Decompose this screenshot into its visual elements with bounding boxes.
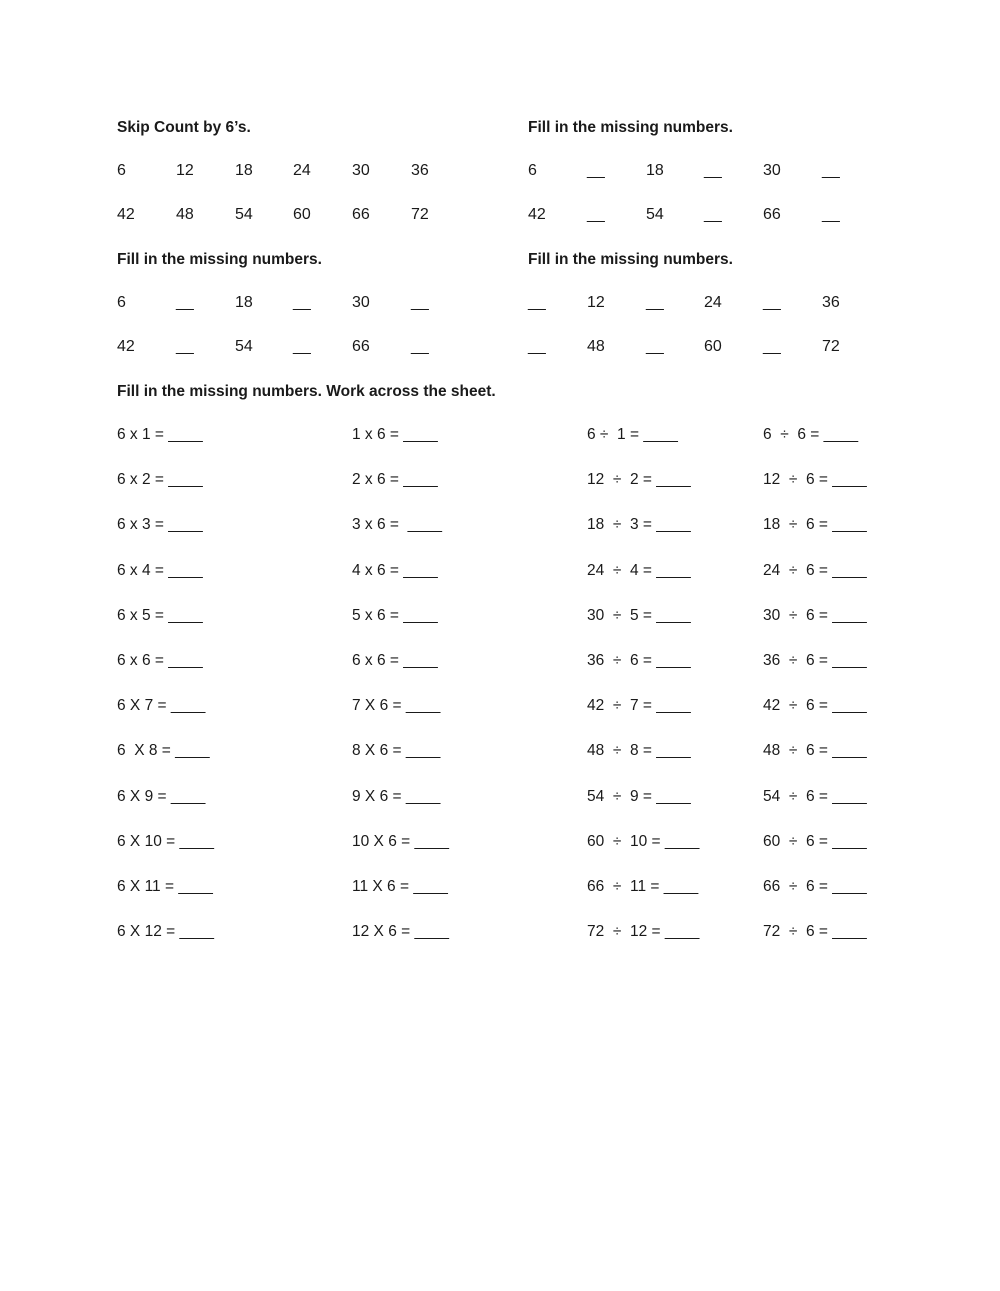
fact-equation[interactable]: 30 ÷ 6 = ____ [763,606,867,624]
number-cell: 24 [293,162,311,179]
blank-cell[interactable]: __ [587,206,605,223]
fact-equation[interactable]: 54 ÷ 6 = ____ [763,787,867,805]
fact-equation[interactable]: 36 ÷ 6 = ____ [587,652,691,669]
fact-equation[interactable]: 1 x 6 = ____ [352,426,438,443]
fact-equation[interactable]: 60 ÷ 6 = ____ [763,832,867,850]
blank-cell[interactable]: __ [587,162,605,179]
number-cell: 48 [587,338,605,355]
fact-equation[interactable]: 11 X 6 = ____ [352,878,448,895]
fact-equation[interactable]: 3 x 6 = ____ [352,516,443,534]
fact-equation[interactable]: 54 ÷ 9 = ____ [587,787,691,805]
fact-equation[interactable]: 6 X 12 = ____ [117,923,214,941]
fact-equation[interactable]: 60 ÷ 10 = ____ [587,832,700,850]
fact-equation[interactable]: 6 X 11 = ____ [117,878,213,895]
blank-cell[interactable]: __ [822,162,840,179]
missing-numbers-title-2: Fill in the missing numbers. [117,251,322,268]
missing-numbers-title-1: Fill in the missing numbers. [528,119,733,136]
fact-equation[interactable]: 6 x 5 = ____ [117,606,203,624]
missing-numbers-title-3: Fill in the missing numbers. [528,251,733,268]
blank-cell[interactable]: __ [528,338,546,355]
fact-equation[interactable]: 6 x 4 = ____ [117,561,203,579]
fact-equation[interactable]: 6 X 7 = ____ [117,697,206,715]
fact-equation[interactable]: 8 X 6 = ____ [352,742,441,760]
blank-cell[interactable]: __ [763,338,781,355]
blank-cell[interactable]: __ [411,294,429,311]
blank-cell[interactable]: __ [822,206,840,223]
number-cell: 6 [117,294,126,311]
number-cell: 72 [822,338,840,355]
number-cell: 54 [235,338,253,355]
skip-count-title: Skip Count by 6’s. [117,119,251,136]
number-cell: 6 [528,162,537,179]
number-cell: 24 [704,294,722,311]
number-cell: 60 [704,338,722,355]
fact-equation[interactable]: 10 X 6 = ____ [352,832,449,850]
number-cell: 42 [117,338,135,355]
fact-equation[interactable]: 48 ÷ 6 = ____ [763,742,867,760]
blank-cell[interactable]: __ [176,338,194,355]
fact-equation[interactable]: 12 ÷ 6 = ____ [763,471,867,489]
number-cell: 72 [411,206,429,223]
fact-equation[interactable]: 6 X 10 = ____ [117,832,214,850]
fact-equation[interactable]: 9 X 6 = ____ [352,787,441,805]
number-cell: 66 [352,338,370,355]
blank-cell[interactable]: __ [704,206,722,223]
blank-cell[interactable]: __ [411,338,429,355]
fact-equation[interactable]: 72 ÷ 6 = ____ [763,923,867,941]
fact-equation[interactable]: 6 x 6 = ____ [117,652,203,669]
blank-cell[interactable]: __ [646,294,664,311]
fact-equation[interactable]: 2 x 6 = ____ [352,471,438,489]
fact-equation[interactable]: 36 ÷ 6 = ____ [763,652,867,669]
fact-equation[interactable]: 5 x 6 = ____ [352,606,438,624]
number-cell: 54 [646,206,664,223]
blank-cell[interactable]: __ [293,294,311,311]
fact-equation[interactable]: 6 x 1 = ____ [117,426,203,443]
fact-equation[interactable]: 4 x 6 = ____ [352,561,438,579]
fact-equation[interactable]: 6 x 2 = ____ [117,471,203,489]
blank-cell[interactable]: __ [704,162,722,179]
number-cell: 36 [411,162,429,179]
fact-equation[interactable]: 72 ÷ 12 = ____ [587,923,700,941]
number-cell: 18 [235,162,253,179]
fact-equation[interactable]: 7 X 6 = ____ [352,697,441,715]
fact-equation[interactable]: 66 ÷ 11 = ____ [587,878,699,895]
number-cell: 36 [822,294,840,311]
fact-equation[interactable]: 12 ÷ 2 = ____ [587,471,691,489]
number-cell: 66 [763,206,781,223]
fact-equation[interactable]: 6 X 8 = ____ [117,742,210,760]
number-cell: 48 [176,206,194,223]
number-cell: 60 [293,206,311,223]
number-cell: 54 [235,206,253,223]
number-cell: 18 [646,162,664,179]
fact-equation[interactable]: 18 ÷ 3 = ____ [587,516,691,534]
blank-cell[interactable]: __ [528,294,546,311]
fact-equation[interactable]: 24 ÷ 4 = ____ [587,561,691,579]
number-cell: 30 [352,294,370,311]
blank-cell[interactable]: __ [763,294,781,311]
number-cell: 42 [528,206,546,223]
number-cell: 30 [763,162,781,179]
number-cell: 18 [235,294,253,311]
fact-equation[interactable]: 18 ÷ 6 = ____ [763,516,867,534]
facts-title: Fill in the missing numbers. Work across the sheet. [117,383,496,400]
fact-equation[interactable]: 42 ÷ 7 = ____ [587,697,691,715]
fact-equation[interactable]: 42 ÷ 6 = ____ [763,697,867,715]
number-cell: 66 [352,206,370,223]
number-cell: 30 [352,162,370,179]
fact-equation[interactable]: 6 X 9 = ____ [117,787,206,805]
blank-cell[interactable]: __ [646,338,664,355]
fact-equation[interactable]: 66 ÷ 6 = ____ [763,878,867,895]
fact-equation[interactable]: 24 ÷ 6 = ____ [763,561,867,579]
fact-equation[interactable]: 30 ÷ 5 = ____ [587,606,691,624]
number-cell: 12 [176,162,194,179]
fact-equation[interactable]: 6 x 3 = ____ [117,516,203,534]
blank-cell[interactable]: __ [293,338,311,355]
fact-equation[interactable]: 6 x 6 = ____ [352,652,438,669]
number-cell: 12 [587,294,605,311]
blank-cell[interactable]: __ [176,294,194,311]
fact-equation[interactable]: 48 ÷ 8 = ____ [587,742,691,760]
number-cell: 42 [117,206,135,223]
number-cell: 6 [117,162,126,179]
fact-equation[interactable]: 6 ÷ 1 = ____ [587,426,678,443]
fact-equation[interactable]: 6 ÷ 6 = ____ [763,426,859,443]
fact-equation[interactable]: 12 X 6 = ____ [352,923,449,941]
